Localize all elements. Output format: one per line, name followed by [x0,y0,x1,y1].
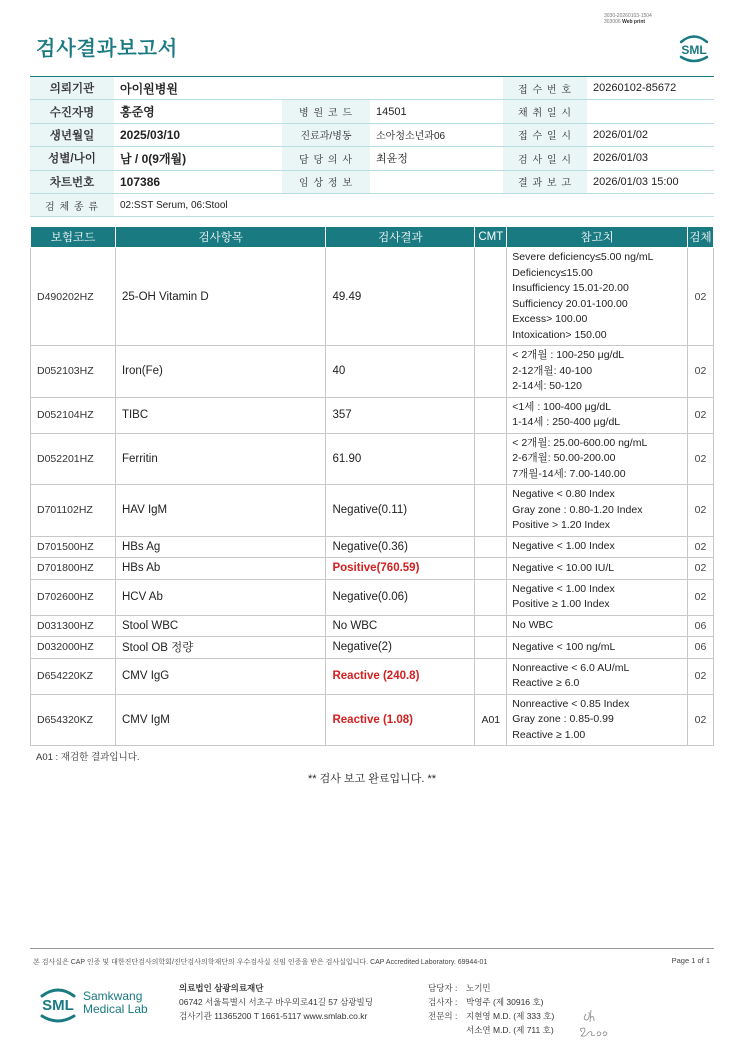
result-item: CMV IgM [115,694,326,746]
birth-label: 생년월일 [30,123,114,146]
sex-age-value: 남 / 0(9개월) [114,147,282,170]
result-code: D052201HZ [31,433,116,485]
result-ref [507,579,688,615]
result-value: Negative(0.36) [326,536,475,558]
sml-footer-logo-icon [36,982,80,1026]
print-code-num: 303006 [604,19,621,25]
ref-line: Negative < 10.00 IU/L [512,561,615,574]
ref-line: < 2개월: 25.00-600.00 ng/mL [512,436,648,449]
result-ref [507,694,688,746]
result-ref [507,397,688,433]
result-spec: 06 [688,637,714,659]
result-spec: 02 [688,536,714,558]
org-address: 06742 서울특별시 서초구 바우뫼로41길 57 삼광빌딩 [179,997,373,1007]
result-row [31,637,714,659]
result-row [31,615,714,637]
result-row [31,397,714,433]
col-header-item: 검사항목 [115,227,326,248]
ref-line: 1-14세 : 250-400 μg/dL [512,416,621,428]
doctor-label: 담 당 의 사 [282,147,370,170]
chart-value: 107386 [114,170,282,193]
staff-role: 검사자 : [428,997,458,1007]
test-date-label: 검 사 일 시 [503,147,587,170]
ref-line: Nonreactive < 6.0 AU/mL [512,661,630,674]
ref-line: 2-14세: 50-120 [512,380,582,392]
result-ref [507,658,688,694]
result-ref [507,615,688,637]
result-row [31,248,714,346]
result-value: 357 [326,397,475,433]
result-code: D701800HZ [31,558,116,580]
ref-line: Positive ≥ 1.00 Index [512,598,610,610]
result-ref [507,558,688,580]
col-header-code: 보험코드 [31,227,116,248]
col-header-result: 검사결과 [326,227,475,248]
patient-label: 수진자명 [30,100,114,123]
col-header-spec: 검체 [688,227,714,248]
org-contact: 검사기관 11365200 T 1661-5117 www.smlab.co.kr [179,1011,368,1021]
result-spec: 02 [688,397,714,433]
result-ref [507,637,688,659]
result-code: D654320KZ [31,694,116,746]
doctor-value: 최윤정 [370,147,503,170]
ref-line: No WBC [512,619,554,631]
brand-name [83,990,148,1016]
clinical-label: 임 상 정 보 [282,170,370,193]
signature-icon [578,1006,612,1040]
staff-row [428,1009,554,1023]
hospital-code-value: 14501 [370,100,503,123]
ref-line: Deficiency≤15.00 [512,266,593,279]
staff-role: 담당자 : [428,983,458,993]
requester-value: 아이원병원 [114,77,503,100]
result-code: D052104HZ [31,397,116,433]
print-code-label: Web print [622,19,646,25]
result-value: 61.90 [326,433,475,485]
ref-line: Excess> 100.00 [512,313,588,325]
comment-note: A01 : 재검한 결과입니다. [36,752,140,763]
staff-list [428,981,554,1037]
birth-value: 2025/03/10 [114,123,282,146]
sml-logo-icon [676,29,712,63]
ref-line: 7개월-14세: 7.00-140.00 [512,467,626,480]
result-cmt [475,397,507,433]
ref-line: Gray zone : 0.85-0.99 [512,713,614,725]
result-cmt: A01 [475,694,507,746]
result-spec: 02 [688,579,714,615]
ref-line: Intoxication> 150.00 [512,328,607,341]
result-code: D701500HZ [31,536,116,558]
staff-row [428,995,554,1009]
result-item: CMV IgG [115,658,326,694]
ref-line: Negative < 0.80 Index [512,488,615,500]
sml-logo-text: SML [681,43,707,57]
print-code [604,13,652,25]
result-ref [507,536,688,558]
brand-line1: Samkwang [83,989,143,1003]
collect-date-value [587,100,714,123]
result-item: Ferritin [115,433,326,485]
ref-line: Negative < 100 ng/mL [512,640,616,653]
result-item: HAV IgM [115,485,326,537]
result-code: D701102HZ [31,485,116,537]
clinical-value [370,170,503,193]
result-row [31,558,714,580]
results-table [30,226,714,746]
result-item: 25-OH Vitamin D [115,248,326,346]
staff-role [428,1023,466,1037]
result-row [31,579,714,615]
result-value: Reactive (1.08) [326,694,475,746]
staff-name: 서소연 M.D. (제 711 호) [466,1025,554,1035]
sml-footer-logo-text: SML [42,997,74,1014]
result-value: Reactive (240.8) [326,658,475,694]
result-item: HBs Ag [115,536,326,558]
result-value: Negative(0.11) [326,485,475,537]
result-ref [507,346,688,398]
staff-name: 지현영 M.D. (제 333 호) [466,1011,555,1021]
cert-text: 본 검사실은 CAP 인증 및 대한진단검사의학회/진단검사의학재단의 우수검사실 신임 인증을 받은 검사실입니다. CAP Accredited Laboratory. 69944-01 [33,959,488,966]
result-value: 40 [326,346,475,398]
ref-line: Negative < 1.00 Index [512,582,615,595]
ref-line: Reactive ≥ 6.0 [512,677,580,689]
result-cmt [475,615,507,637]
result-code: D031300HZ [31,615,116,637]
ref-line: Positive > 1.20 Index [512,519,611,531]
receipt-date-value: 2026/01/02 [587,123,714,146]
col-header-cmt: CMT [475,227,507,248]
result-row [31,433,714,485]
result-spec: 06 [688,615,714,637]
result-spec: 02 [688,433,714,485]
patient-info-table [30,76,714,217]
result-code: D654220KZ [31,658,116,694]
receipt-no-label: 접 수 번 호 [503,77,587,100]
ref-line: Reactive ≥ 1.00 [512,728,586,741]
chart-label: 차트번호 [30,170,114,193]
ref-line: Nonreactive < 0.85 Index [512,697,630,710]
dept-value: 소아청소년과06 [370,123,503,146]
result-code: D032000HZ [31,637,116,659]
result-cmt [475,658,507,694]
result-value: No WBC [326,615,475,637]
result-item: Iron(Fe) [115,346,326,398]
result-row [31,658,714,694]
result-cmt [475,558,507,580]
result-cmt [475,485,507,537]
hospital-code-label: 병 원 코 드 [282,100,370,123]
ref-line: Sufficiency 20.01-100.00 [512,297,628,310]
result-item: Stool OB 정량 [115,637,326,659]
brand-line2: Medical Lab [83,1002,148,1016]
result-cmt [475,536,507,558]
ref-line: 2-6개월: 50.00-200.00 [512,452,616,464]
result-cmt [475,346,507,398]
staff-name: 박영주 (제 30916 호) [466,997,544,1007]
result-spec: 02 [688,346,714,398]
dept-label: 진료과/병동 [282,123,370,146]
result-value: Positive(760.59) [326,558,475,580]
page-title: 검사결과보고서 [36,38,179,60]
result-item: HBs Ab [115,558,326,580]
ref-line: 2-12개월: 40-100 [512,364,593,377]
result-row [31,485,714,537]
result-cmt [475,637,507,659]
org-name: 의료법인 삼광의료재단 [179,983,264,993]
requester-label: 의뢰기관 [30,77,114,100]
staff-row [428,981,554,995]
org-info [179,981,373,1023]
result-spec: 02 [688,248,714,346]
receipt-no-value: 20260102-85672 [587,77,714,100]
staff-row [428,1023,554,1037]
result-item: HCV Ab [115,579,326,615]
col-header-ref: 참고치 [507,227,688,248]
ref-line: Gray zone : 0.80-1.20 Index [512,503,643,516]
results-body [31,248,714,746]
result-code: D490202HZ [31,248,116,346]
result-row [31,694,714,746]
result-spec: 02 [688,658,714,694]
report-label: 결 과 보 고 [503,170,587,193]
staff-role: 전문의 : [428,1011,458,1021]
ref-line: Negative < 1.00 Index [512,540,615,552]
result-ref [507,485,688,537]
result-item: TIBC [115,397,326,433]
ref-line: < 2개월 : 100-250 μg/dL [512,349,625,361]
result-spec: 02 [688,485,714,537]
result-item: Stool WBC [115,615,326,637]
print-code-line2 [604,19,652,25]
result-value: Negative(2) [326,637,475,659]
result-cmt [475,433,507,485]
result-row [31,536,714,558]
result-code: D702600HZ [31,579,116,615]
specimen-value: 02:SST Serum, 06:Stool [114,193,714,216]
patient-value: 홍준영 [114,100,282,123]
test-date-value: 2026/01/03 [587,147,714,170]
sex-age-label: 성별/나이 [30,147,114,170]
result-cmt [475,579,507,615]
result-spec: 02 [688,694,714,746]
result-cmt [475,248,507,346]
staff-name: 노기민 [466,983,491,993]
result-code: D052103HZ [31,346,116,398]
collect-date-label: 채 취 일 시 [503,100,587,123]
result-ref [507,433,688,485]
print-code-line1: 3030-20260103-1504 [604,13,652,19]
result-row [31,346,714,398]
result-ref [507,248,688,346]
ref-line: <1세 : 100-400 μg/dL [512,400,612,413]
result-value: Negative(0.06) [326,579,475,615]
ref-line: Insufficiency 15.01-20.00 [512,282,629,294]
receipt-date-label: 접 수 일 시 [503,123,587,146]
specimen-label: 검 체 종 류 [30,193,114,216]
footer-divider [30,948,714,949]
page-number: Page 1 of 1 [671,956,710,965]
ref-line: Severe deficiency≤5.00 ng/mL [512,251,654,263]
result-value: 49.49 [326,248,475,346]
report-complete: ** 검사 보고 완료입니다. ** [307,773,437,785]
result-spec: 02 [688,558,714,580]
report-value: 2026/01/03 15:00 [587,170,714,193]
